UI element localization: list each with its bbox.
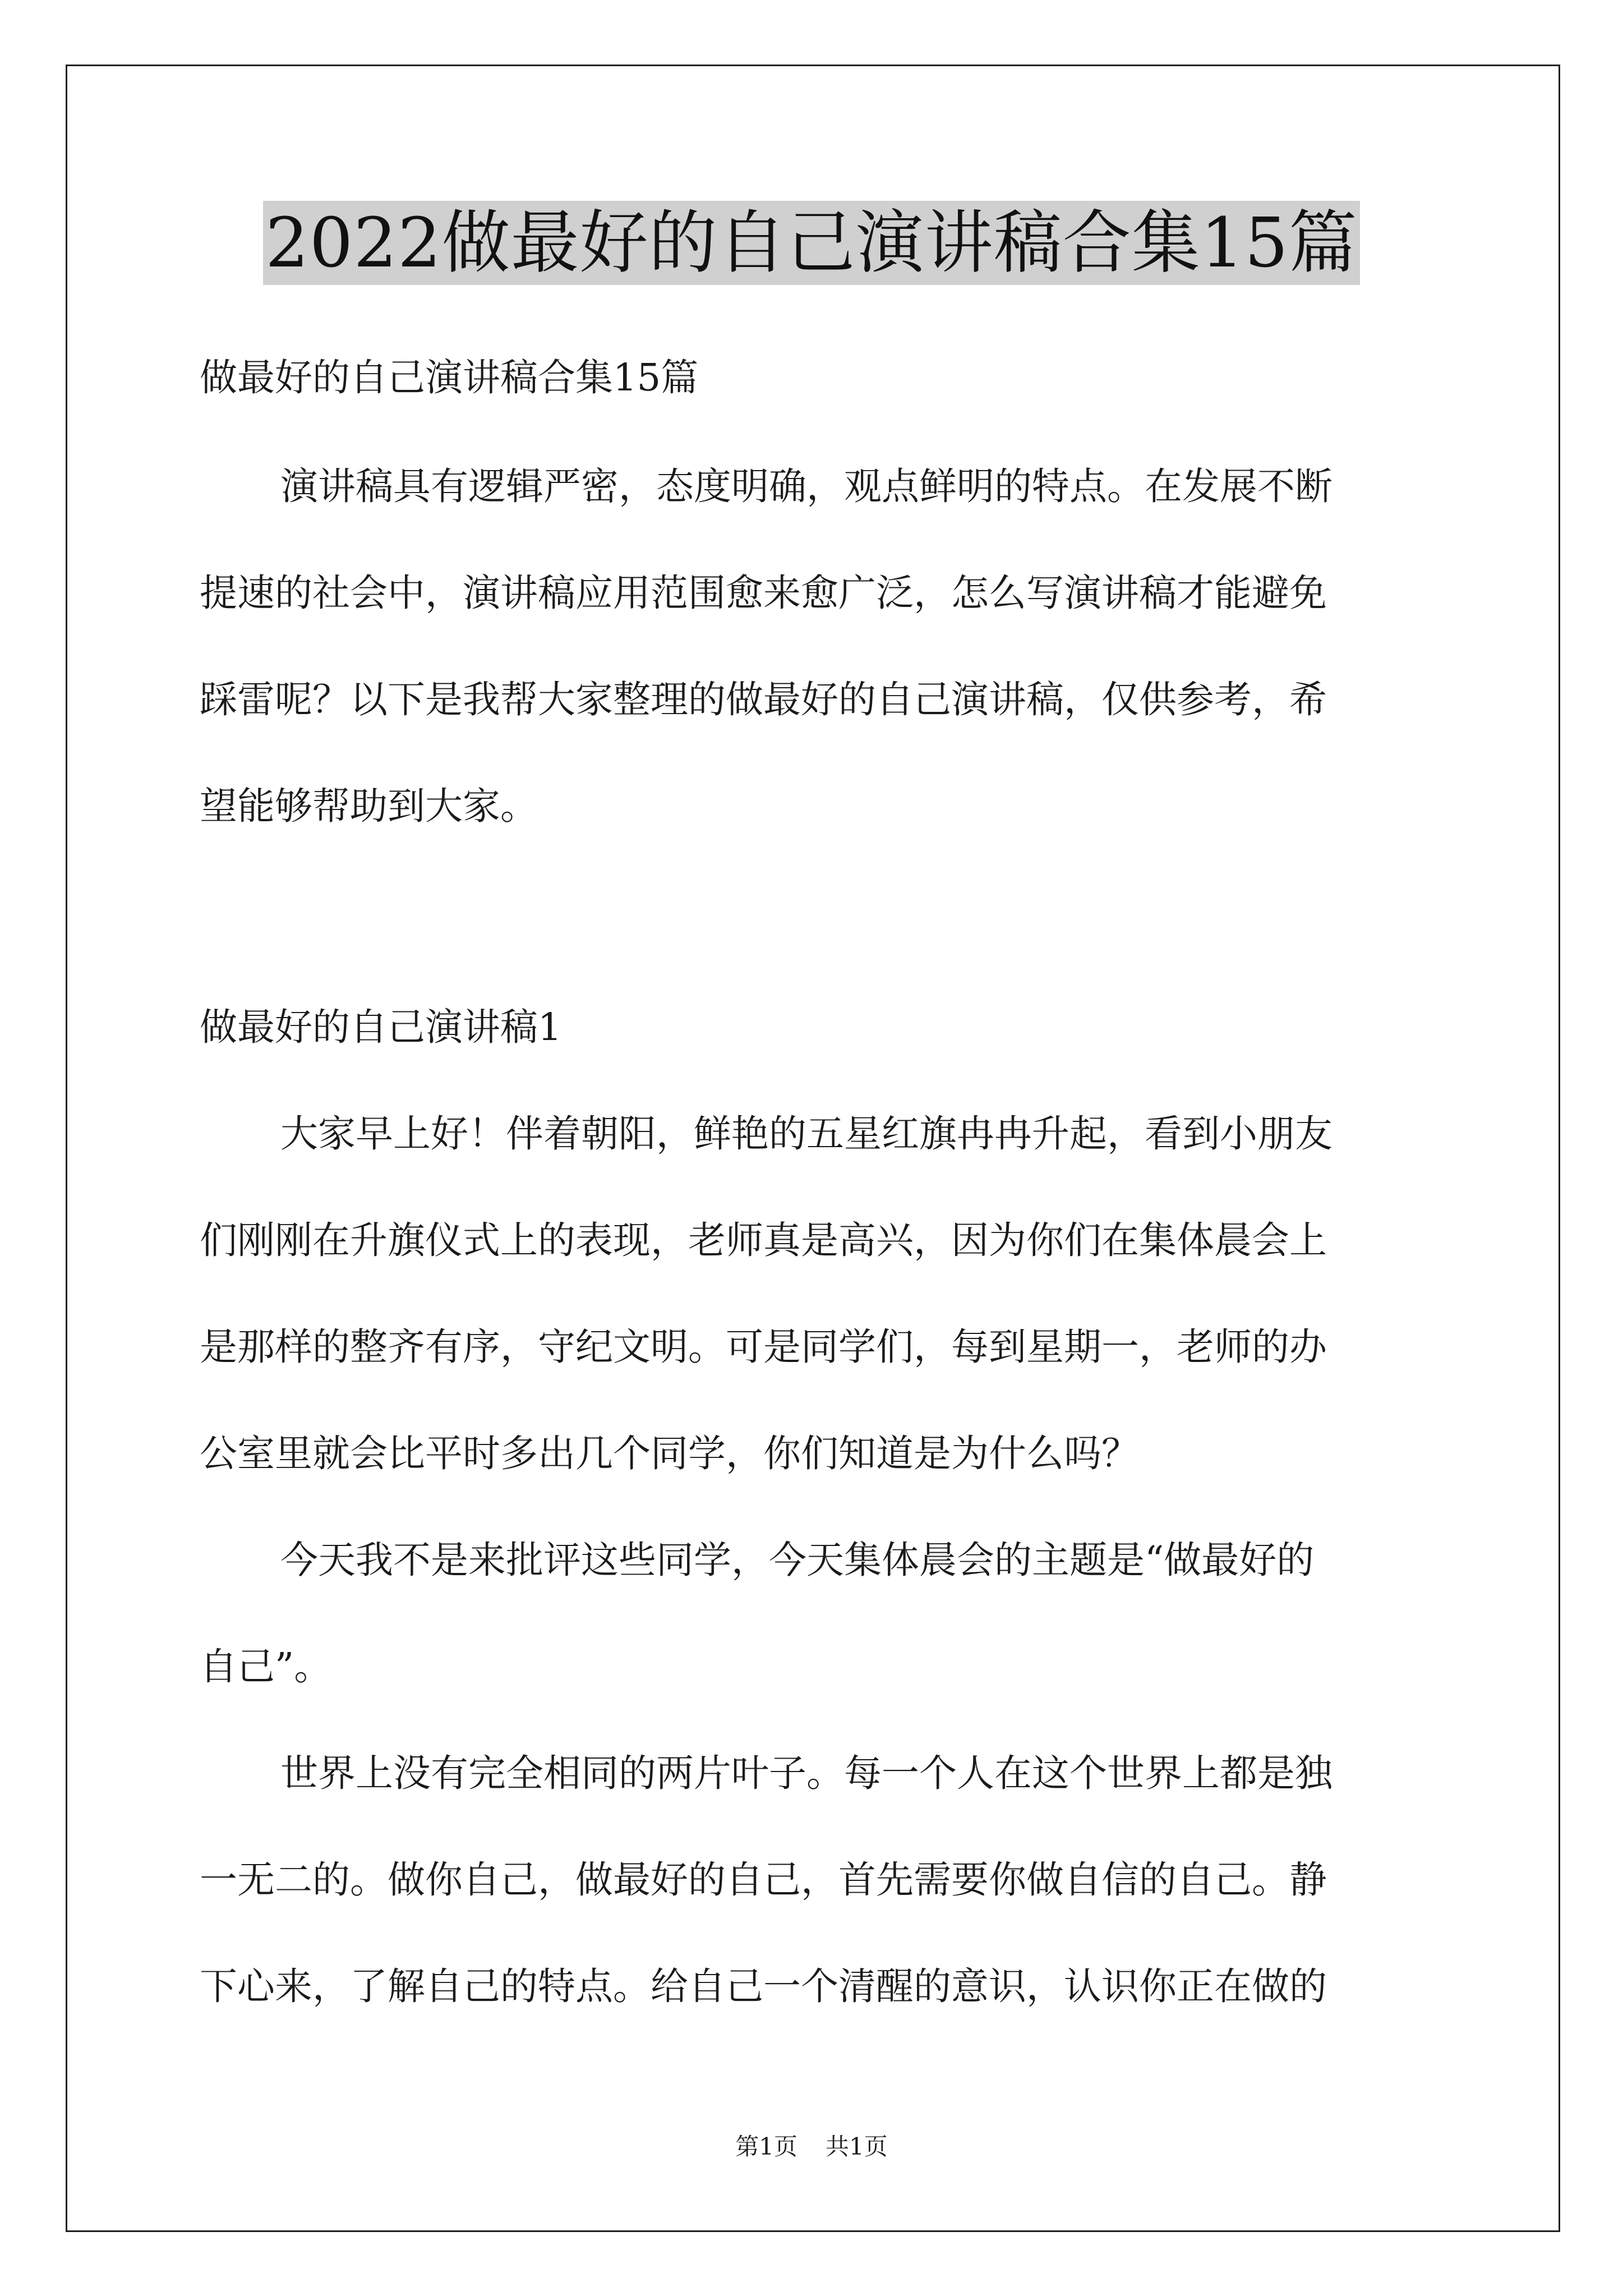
section-heading: 做最好的自己演讲稿1 [200,1005,562,1049]
intro-line-2: 提速的社会中，演讲稿应用范围愈来愈广泛，怎么写演讲稿才能避免 [200,571,1327,615]
para1-line-2: 们刚刚在升旗仪式上的表现，老师真是高兴，因为你们在集体晨会上 [200,1218,1327,1262]
para3-line-3: 下心来，了解自己的特点。给自己一个清醒的意识，认识你正在做的 [200,1964,1327,2008]
intro-line-1: 演讲稿具有逻辑严密，态度明确，观点鲜明的特点。在发展不断 [280,464,1332,508]
para3-line-1: 世界上没有完全相同的两片叶子。每一个人在这个世界上都是独 [280,1751,1332,1795]
page-total: 共1页 [826,2133,888,2160]
page-footer [0,2130,1623,2164]
para1-line-4: 公室里就会比平时多出几个同学，你们知道是为什么吗？ [200,1432,1139,1475]
document-subtitle: 做最好的自己演讲稿合集15篇 [200,356,699,399]
document-title: 2022做最好的自己演讲稿合集15篇 [263,201,1360,285]
page-number: 第1页 [735,2133,797,2160]
para1-line-3: 是那样的整齐有序，守纪文明。可是同学们，每到星期一，老师的办 [200,1325,1327,1369]
para1-line-1: 大家早上好！伴着朝阳，鲜艳的五星红旗冉冉升起，看到小朋友 [280,1112,1332,1156]
intro-line-3: 踩雷呢？以下是我帮大家整理的做最好的自己演讲稿，仅供参考，希 [200,678,1327,721]
para3-line-2: 一无二的。做你自己，做最好的自己，首先需要你做自信的自己。静 [200,1858,1327,1902]
para2-line-2: 自己”。 [200,1645,332,1688]
intro-line-4: 望能够帮助到大家。 [200,784,538,828]
para2-line-1: 今天我不是来批评这些同学，今天集体晨会的主题是“做最好的 [280,1538,1315,1582]
title-wrapper [0,201,1623,285]
